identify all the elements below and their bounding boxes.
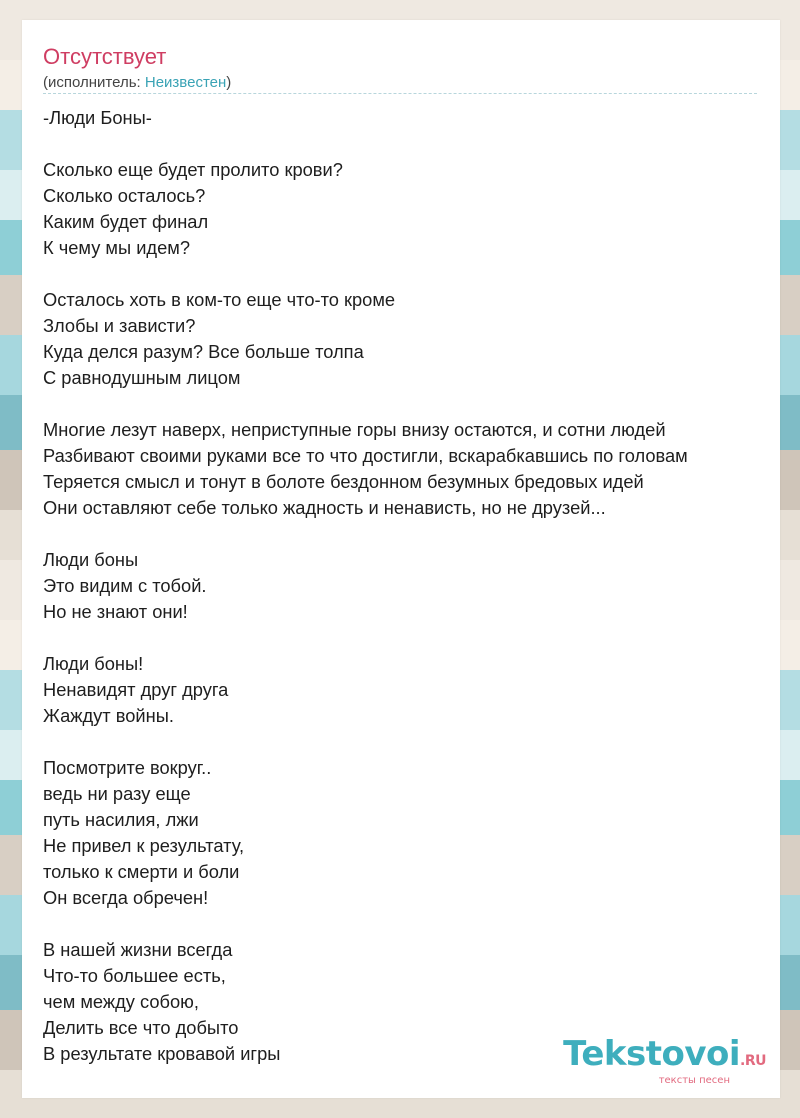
- lyrics-sheet: [22, 20, 780, 1098]
- lyrics-body: [43, 105, 773, 1067]
- lyric-line: [43, 625, 773, 651]
- lyric-line: Делить все что добыто: [43, 1017, 239, 1038]
- lyric-line: Ненавидят друг друга: [43, 679, 229, 700]
- lyric-line: Люди боны!: [43, 653, 144, 674]
- lyric-line: Многие лезут наверх, неприступные горы внизу остаются, и сотни людей: [43, 419, 666, 440]
- artist-suffix: ): [226, 74, 232, 91]
- lyric-line: Жаждут войны.: [43, 705, 174, 726]
- logo-wordmark: Tekstovoi: [563, 1034, 741, 1074]
- lyric-line: Разбивают своими руками все то что достигли, вскарабкавшись по головам: [43, 445, 688, 466]
- lyric-line: Куда делся разум? Все больше толпа: [43, 341, 364, 362]
- lyric-line: Что-то большее есть,: [43, 965, 226, 986]
- lyric-line: Теряется смысл и тонут в болоте бездонном безумных бредовых идей: [43, 471, 644, 492]
- lyric-line: С равнодушным лицом: [43, 367, 241, 388]
- lyric-line: Это видим с тобой.: [43, 575, 207, 596]
- lyric-line: [43, 391, 773, 417]
- artist-prefix: (исполнитель:: [43, 74, 145, 91]
- lyric-line: ведь ни разу еще: [43, 783, 191, 804]
- lyric-line: -Люди Боны-: [43, 107, 152, 128]
- lyric-line: Злобы и зависти?: [43, 315, 196, 336]
- lyric-line: только к смерти и боли: [43, 861, 240, 882]
- lyric-line: [43, 729, 773, 755]
- lyric-line: чем между собою,: [43, 991, 199, 1012]
- lyric-line: [43, 131, 773, 157]
- lyric-line: В нашей жизни всегда: [43, 939, 233, 960]
- lyric-line: [43, 911, 773, 937]
- song-title: Отсутствует: [43, 44, 167, 69]
- lyric-line: Люди боны: [43, 549, 139, 570]
- site-logo[interactable]: [563, 1036, 766, 1086]
- lyric-line: В результате кровавой игры: [43, 1043, 281, 1064]
- lyric-line: К чему мы идем?: [43, 237, 190, 258]
- lyric-line: Посмотрите вокруг..: [43, 757, 212, 778]
- lyric-line: Сколько осталось?: [43, 185, 206, 206]
- lyric-line: [43, 261, 773, 287]
- title-divider: [43, 93, 757, 94]
- lyric-line: путь насилия, лжи: [43, 809, 199, 830]
- lyric-line: [43, 521, 773, 547]
- lyric-line: Но не знают они!: [43, 601, 188, 622]
- logo-tld: .RU: [740, 1053, 766, 1069]
- logo-tagline: тексты песен: [658, 1075, 730, 1086]
- artist-line: [43, 73, 231, 93]
- artist-link[interactable]: Неизвестен: [144, 74, 227, 91]
- lyric-line: Не привел к результату,: [43, 835, 245, 856]
- lyric-line: Он всегда обречен!: [43, 887, 209, 908]
- lyric-line: Каким будет финал: [43, 211, 209, 232]
- lyric-line: Они оставляют себе только жадность и ненависть, но не друзей...: [43, 497, 606, 518]
- lyric-line: Осталось хоть в ком-то еще что-то кроме: [43, 289, 396, 310]
- lyric-line: Сколько еще будет пролито крови?: [43, 159, 343, 180]
